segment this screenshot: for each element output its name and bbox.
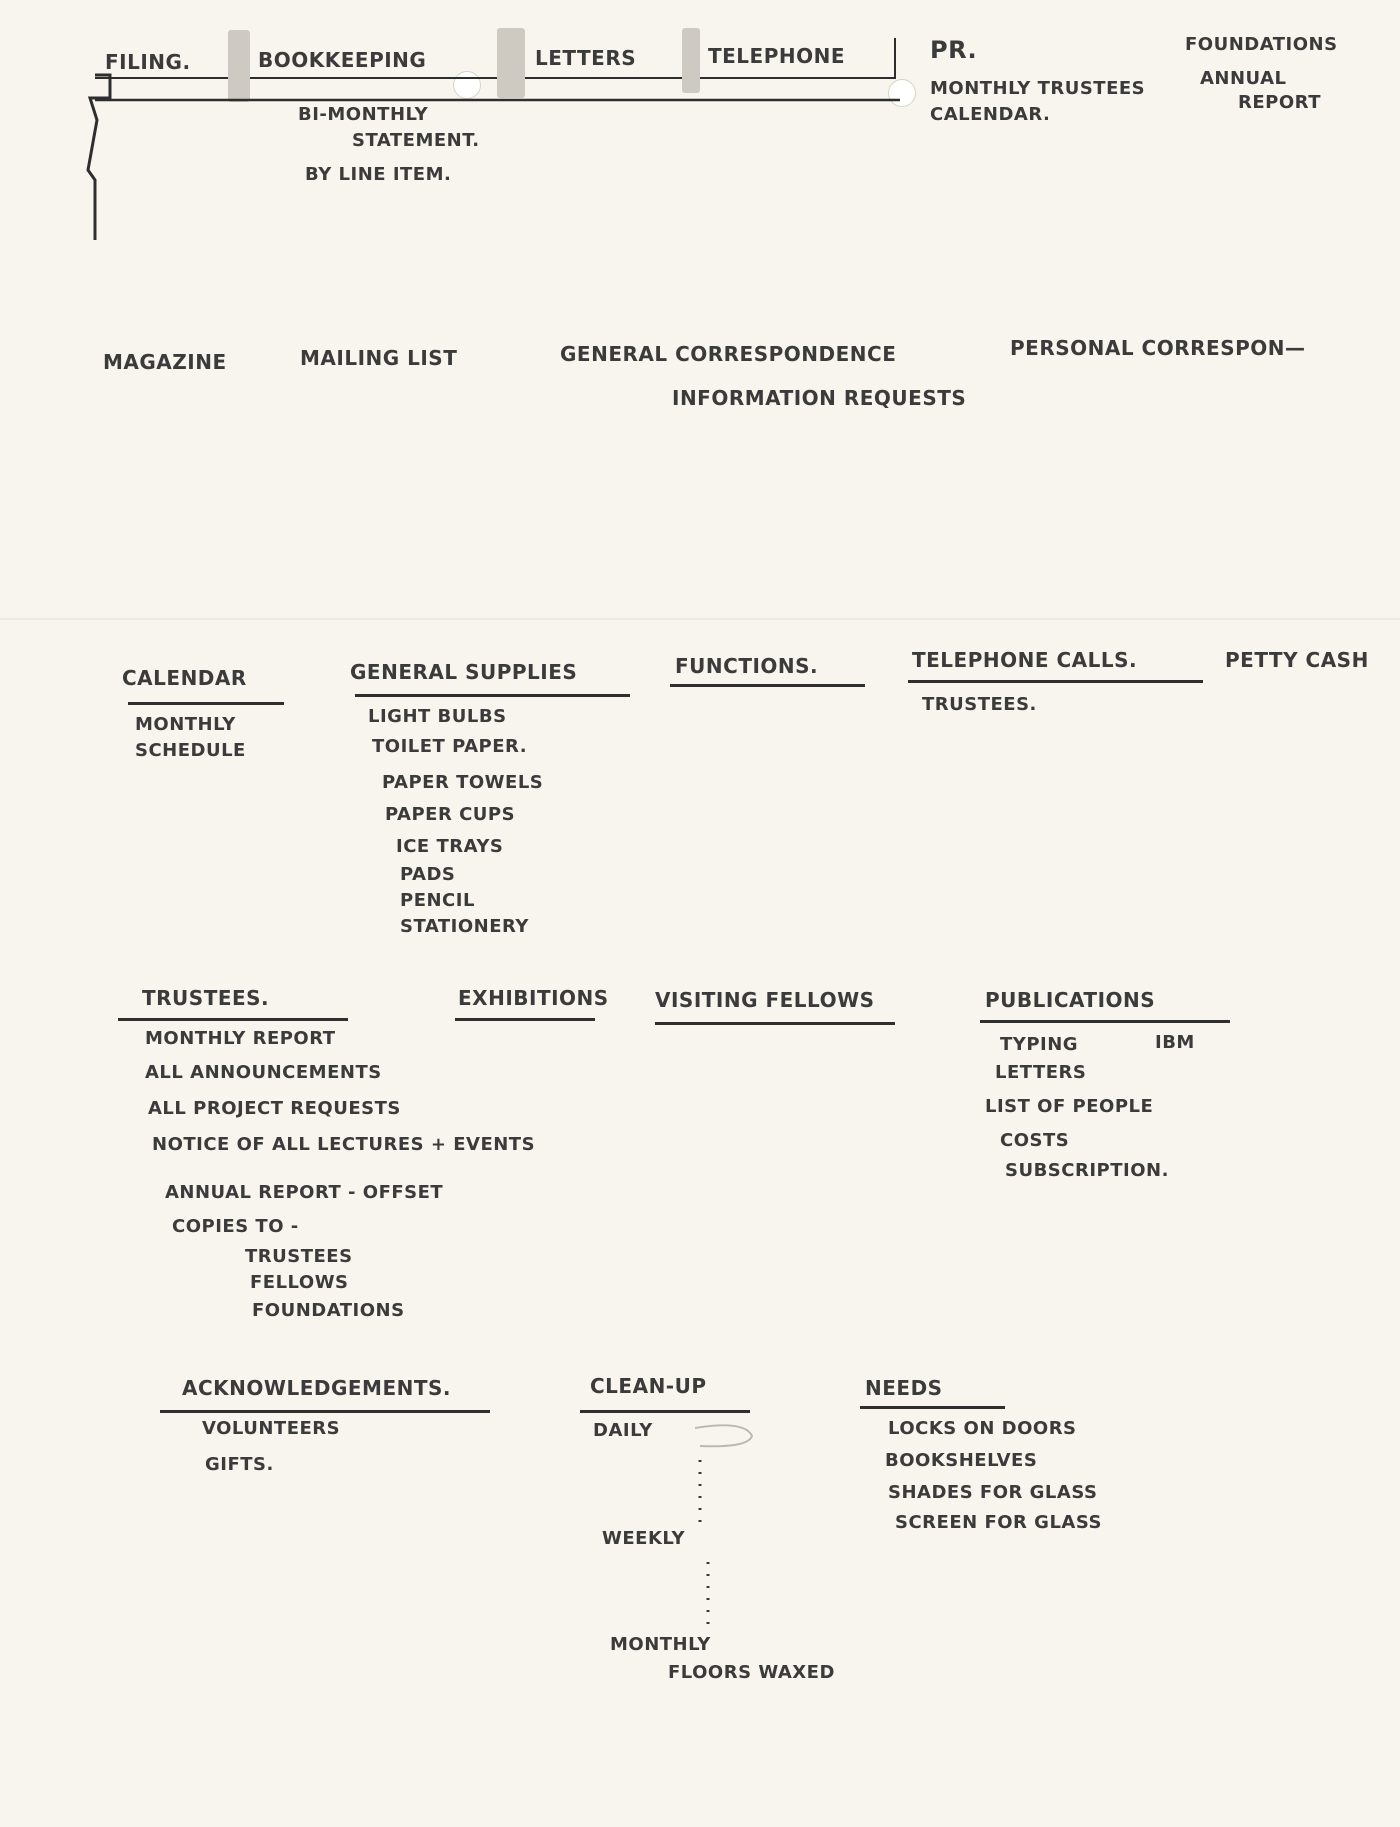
magazine-label: MAGAZINE: [103, 350, 227, 374]
telephone-calls-item: TRUSTEES.: [922, 694, 1037, 715]
publications-typing-value: IBM: [1155, 1032, 1195, 1053]
needs-underline: [860, 1406, 1005, 1409]
foundations-item: REPORT: [1238, 92, 1321, 113]
publications-typing-label: TYPING: [1000, 1034, 1079, 1055]
copies-to-label: COPIES TO -: [172, 1216, 299, 1237]
needs-item: BOOKSHELVES: [885, 1450, 1038, 1471]
tab-telephone: TELEPHONE: [708, 44, 846, 68]
acknowledgements-item: GIFTS.: [205, 1454, 274, 1475]
general-correspondence-label: GENERAL CORRESPONDENCE: [560, 342, 897, 366]
functions-heading: FUNCTIONS.: [675, 654, 819, 678]
trustees-heading: TRUSTEES.: [142, 986, 270, 1010]
supply-item: PAPER CUPS: [385, 804, 516, 825]
exhibitions-heading: EXHIBITIONS: [458, 986, 609, 1010]
bookkeeping-note: BI-MONTHLY: [298, 104, 429, 125]
pr-heading: PR.: [930, 36, 978, 64]
acknowledgements-item: VOLUNTEERS: [202, 1418, 341, 1439]
supply-item: TOILET PAPER.: [372, 736, 528, 757]
information-requests-label: INFORMATION REQUESTS: [672, 386, 967, 410]
publications-item: LIST OF PEOPLE: [985, 1096, 1154, 1117]
bookkeeping-note: STATEMENT.: [352, 130, 480, 151]
supply-item: LIGHT BULBS: [368, 706, 507, 727]
trustees-item: ALL PROJECT REQUESTS: [148, 1098, 401, 1119]
copies-to-item: FELLOWS: [250, 1272, 349, 1293]
visiting-fellows-heading: VISITING FELLOWS: [655, 988, 875, 1012]
tab-bookkeeping: BOOKKEEPING: [258, 48, 427, 72]
general-supplies-heading: GENERAL SUPPLIES: [350, 660, 578, 684]
publications-item: COSTS: [1000, 1130, 1070, 1151]
publications-item: SUBSCRIPTION.: [1005, 1160, 1169, 1181]
clean-up-daily: DAILY: [593, 1420, 653, 1441]
telephone-calls-heading: TELEPHONE CALLS.: [912, 648, 1138, 672]
trustees-item: ALL ANNOUNCEMENTS: [145, 1062, 382, 1083]
trustees-item: ANNUAL REPORT - OFFSET: [165, 1182, 444, 1203]
clean-up-weekly: WEEKLY: [602, 1528, 686, 1549]
trustees-item: MONTHLY REPORT: [145, 1028, 336, 1049]
copies-to-item: FOUNDATIONS: [252, 1300, 405, 1321]
clean-up-monthly-note: FLOORS WAXED: [668, 1662, 835, 1683]
bookkeeping-note: BY LINE ITEM.: [305, 164, 452, 185]
calendar-item: SCHEDULE: [135, 740, 246, 761]
publications-item: LETTERS: [995, 1062, 1087, 1083]
trustees-item: NOTICE OF ALL LECTURES + EVENTS: [152, 1134, 536, 1155]
supply-item: STATIONERY: [400, 916, 529, 937]
pr-item: CALENDAR.: [930, 104, 1051, 125]
needs-item: LOCKS ON DOORS: [888, 1418, 1077, 1439]
copies-to-item: TRUSTEES: [245, 1246, 353, 1267]
needs-item: SCREEN FOR GLASS: [895, 1512, 1102, 1533]
supply-item: PAPER TOWELS: [382, 772, 544, 793]
acknowledgements-heading: ACKNOWLEDGEMENTS.: [182, 1376, 451, 1400]
petty-cash-heading: PETTY CASH: [1225, 648, 1369, 672]
needs-item: SHADES FOR GLASS: [888, 1482, 1098, 1503]
supply-item: ICE TRAYS: [396, 836, 504, 857]
foundations-item: ANNUAL: [1200, 68, 1287, 89]
mailing-list-label: MAILING LIST: [300, 346, 458, 370]
calendar-item: MONTHLY: [135, 714, 236, 735]
clean-up-heading: CLEAN-UP: [590, 1374, 707, 1398]
foundations-heading: FOUNDATIONS: [1185, 34, 1338, 55]
publications-heading: PUBLICATIONS: [985, 988, 1156, 1012]
supply-item: PENCIL: [400, 890, 475, 911]
tab-filing: FILING.: [105, 50, 191, 74]
pr-item: MONTHLY TRUSTEES: [930, 78, 1146, 99]
calendar-heading: CALENDAR: [122, 666, 247, 690]
supply-item: PADS: [400, 864, 456, 885]
tab-letters: LETTERS: [535, 46, 637, 70]
clean-up-monthly: MONTHLY: [610, 1634, 711, 1655]
personal-correspondence-label: PERSONAL CORRESPON—: [1010, 336, 1306, 360]
needs-heading: NEEDS: [865, 1376, 943, 1400]
